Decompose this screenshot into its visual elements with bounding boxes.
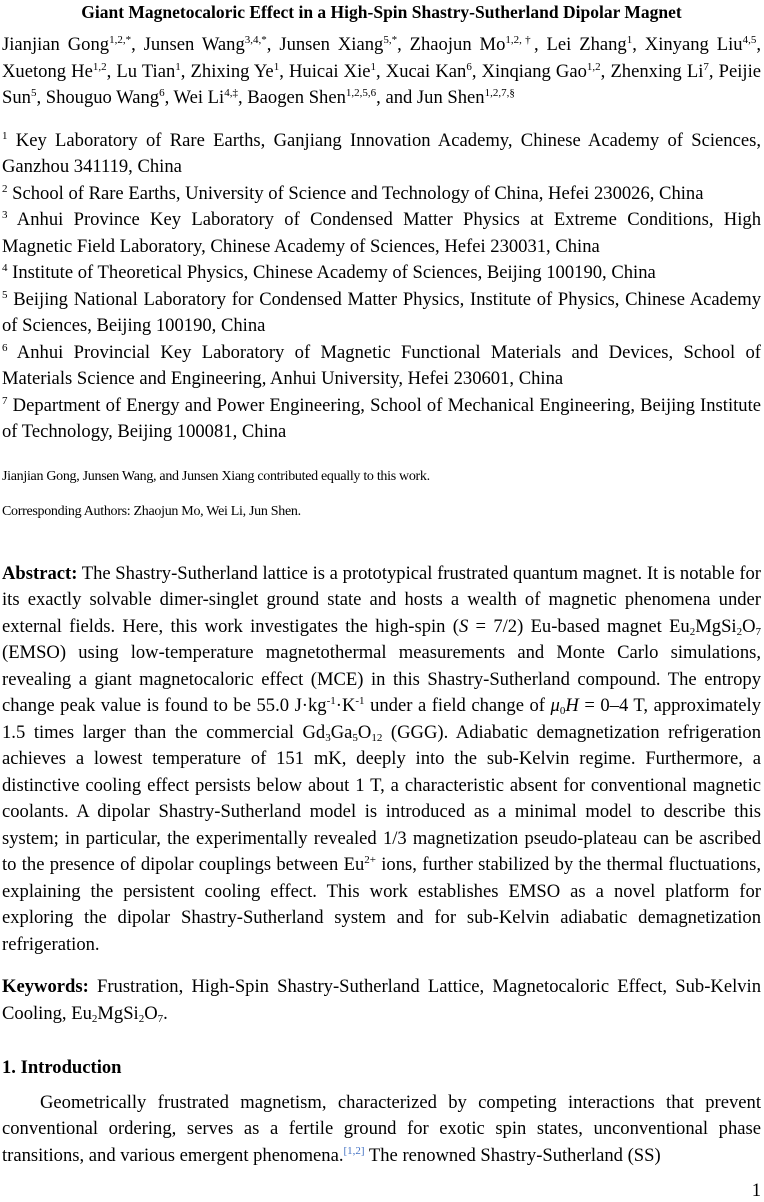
text-segment: = 0–4 T, approximately 1.5 times larger than the commercial Gd (2, 695, 761, 743)
text-segment: , Huicai Xie (279, 60, 371, 82)
text-segment: 0 (559, 705, 566, 717)
text-segment: 7 (703, 60, 709, 73)
affiliation-number: 6 (2, 341, 8, 354)
paper-title: Giant Magnetocaloric Effect in a High-Spin Shastry-Sutherland Dipolar Magnet (81, 2, 682, 22)
affiliation (2, 340, 761, 393)
text-segment: , Wei Li (164, 87, 225, 108)
text-segment: , Zhixing Ye (180, 60, 274, 82)
text-segment: 1,2,7,§ (484, 87, 515, 99)
text-segment: , Junsen Wang (131, 34, 245, 55)
text-segment: Geometrically frustrated magnetism, characterized by competing interactions that prevent conventional ordering, serves as a fertile ground for exotic spin states, unconventional phase transitions, and various emergent phenomena. (2, 1091, 761, 1166)
affiliation-text: Key Laboratory of Rare Earths, Ganjiang Innovation Academy, Chinese Academy of Sciences, Ganzhou 341119, China (2, 129, 761, 177)
text-segment: O (357, 721, 372, 743)
text-segment: 6 (466, 60, 472, 73)
text-segment: 5 (352, 731, 358, 744)
abstract (2, 561, 761, 959)
text-segment: = 7/2) Eu-based magnet Eu (468, 615, 690, 637)
affiliation-text: Department of Energy and Power Engineering, School of Mechanical Engineering, Beijing Institute of Technology, Beijing 100081, China (2, 394, 761, 442)
text-segment: 1,2 (586, 60, 601, 73)
text-segment: Frustration, High-Spin Shastry-Sutherland Lattice, Magnetocaloric Effect, Sub-Kelvin Cooling, Eu (2, 976, 761, 1024)
text-segment: 1 (273, 60, 280, 73)
text-segment: 1 (175, 60, 181, 73)
affiliation-text: Anhui Province Key Laboratory of Condensed Matter Physics at Extreme Conditions, High Magnetic Field Laboratory, Chinese Academy of Sciences, Hefei 230031, China (2, 209, 761, 257)
keywords (2, 974, 761, 1027)
text-segment: 4,‡ (224, 87, 238, 99)
text-segment: S (458, 615, 469, 637)
text-segment: 1,2,5,6 (345, 87, 377, 99)
affiliation-number: 7 (2, 394, 8, 407)
affiliation-list (2, 128, 761, 446)
text-segment: μ (550, 695, 560, 716)
text-segment: 2 (689, 625, 696, 638)
text-segment: . (163, 1002, 168, 1024)
affiliation-number: 1 (2, 129, 8, 142)
text-segment: 1,2,* (109, 34, 132, 46)
affiliation-number: 4 (2, 262, 8, 274)
text-segment: 4,5 (742, 34, 757, 46)
text-segment: , Junsen Xiang (266, 34, 384, 55)
affiliation-text: Beijing National Laboratory for Condensed Matter Physics, Institute of Physics, Chinese Academy of Sciences, Beijing 100190, China (2, 288, 761, 336)
text-segment: 2 (736, 625, 743, 638)
author-list (2, 32, 761, 112)
affiliation (2, 181, 761, 208)
text-segment: 1 (370, 60, 377, 73)
affiliation (2, 128, 761, 181)
text-segment: 3 (325, 731, 331, 744)
text-segment: The renowned Shastry-Sutherland (SS) (364, 1144, 661, 1166)
affiliation-number: 2 (2, 182, 8, 195)
text-segment: ions, further stabilized by the thermal fluctuations, explaining the persistent cooling effect. This work establishes EMSO as a novel platform for exploring the dipolar Shastry-Sutherland system and for sub-Kelvin adiabatic demagnetization refrigeration. (2, 854, 761, 955)
affiliation-number: 3 (2, 209, 8, 221)
text-segment: Keywords: (2, 976, 89, 997)
text-segment: , Lei Zhang (533, 34, 627, 55)
text-segment: , Shouguo Wang (36, 87, 160, 108)
affiliation-number: 5 (2, 288, 8, 301)
corresponding-authors-note: Corresponding Authors: Zhaojun Mo, Wei Li, Jun Shen. (2, 503, 301, 519)
text-segment: Jianjian Gong (2, 34, 110, 55)
text-segment: Abstract: (2, 562, 78, 584)
text-segment: (EMSO) using low-temperature magnetothermal measurements and Monte Carlo simulations, revealing a giant magnetocaloric effect (MCE) in this Shastry-Sutherland compound. The entropy change peak value is found to be 55.0 J·kg (2, 642, 761, 716)
text-segment: , Zhenxing Li (600, 60, 704, 82)
page-number: 1 (751, 1180, 761, 1201)
text-segment: , Xuetong He (2, 34, 761, 82)
text-segment: 7 (755, 625, 762, 638)
text-segment: , Baogen Shen (237, 87, 346, 108)
text-segment: 2 (91, 1012, 98, 1025)
text-segment: 1 (626, 34, 633, 46)
section-heading: 1. Introduction (2, 1057, 122, 1078)
text-segment: , Xinyang Liu (632, 34, 743, 55)
affiliation-text: Institute of Theoretical Physics, Chinese Academy of Sciences, Beijing 100190, China (7, 262, 656, 283)
text-segment: 12 (371, 731, 383, 744)
text-segment: 2 (138, 1012, 145, 1025)
affiliation (2, 207, 761, 260)
text-segment: 7 (157, 1012, 164, 1025)
text-segment: MgSi (695, 615, 737, 637)
text-segment: MgSi (97, 1002, 139, 1024)
text-segment: ·K (335, 695, 356, 716)
intro-paragraph (2, 1090, 761, 1170)
affiliation-text: Anhui Provincial Key Laboratory of Magnetic Functional Materials and Devices, School of Materials Science and Engineering, Anhui University, Hefei 230601, China (2, 341, 761, 389)
affiliation (2, 287, 761, 340)
text-segment: The Shastry-Sutherland lattice is a prototypical frustrated quantum magnet. It is notable for its exactly solvable dimer-singlet ground state and hosts a wealth of magnetic phenomena under external fields. Here, this work investigates the high-spin ( (2, 562, 761, 637)
text-segment: O (144, 1002, 158, 1024)
affiliation (2, 260, 761, 287)
text-segment: 2+ (364, 854, 376, 866)
text-segment: (GGG). Adiabatic demagnetization refrigeration achieves a lowest temperature of 151 mK, deeply into the sub-Kelvin regime. Furthermore, a distinctive cooling effect persists below about 1 T, a characteristic absent for conventional magnetic coolants. A dipolar Shastry-Sutherland model is introduced as a minimal model to describe this system; in particular, the experimentally revealed 1/3 magnetization pseudo-plateau can be ascribed to the presence of dipolar couplings between Eu (2, 721, 761, 875)
affiliation-text: School of Rare Earths, University of Science and Technology of China, Hefei 230026, China (7, 182, 704, 204)
text-segment: 5 (30, 87, 37, 99)
paper-page (2, 0, 761, 1169)
text-segment: 3,4,* (244, 34, 267, 46)
affiliation (2, 393, 761, 446)
text-segment: H (565, 695, 579, 716)
text-segment: 5,* (383, 34, 398, 46)
text-segment: , and Jun Shen (376, 87, 485, 108)
text-segment: , Peijie Sun (2, 60, 761, 108)
text-segment: O (742, 615, 756, 637)
text-segment: , Zhaojun Mo (397, 34, 506, 55)
text-segment: -1 (355, 695, 365, 707)
text-segment: , Xinqiang Gao (471, 60, 587, 82)
text-segment: Ga (330, 721, 353, 743)
text-segment: 1,2 (92, 60, 107, 73)
text-segment: -1 (326, 695, 336, 707)
text-segment: under a field change of (364, 695, 551, 716)
equal-contribution-note: Jianjian Gong, Junsen Wang, and Junsen Xiang contributed equally to this work. (2, 468, 430, 484)
text-segment: , Lu Tian (106, 60, 176, 82)
text-segment: 1,2,† (505, 34, 534, 46)
citation-link[interactable]: [1,2] (343, 1144, 365, 1157)
text-segment: , Xucai Kan (376, 60, 467, 82)
text-segment: 6 (159, 87, 165, 99)
